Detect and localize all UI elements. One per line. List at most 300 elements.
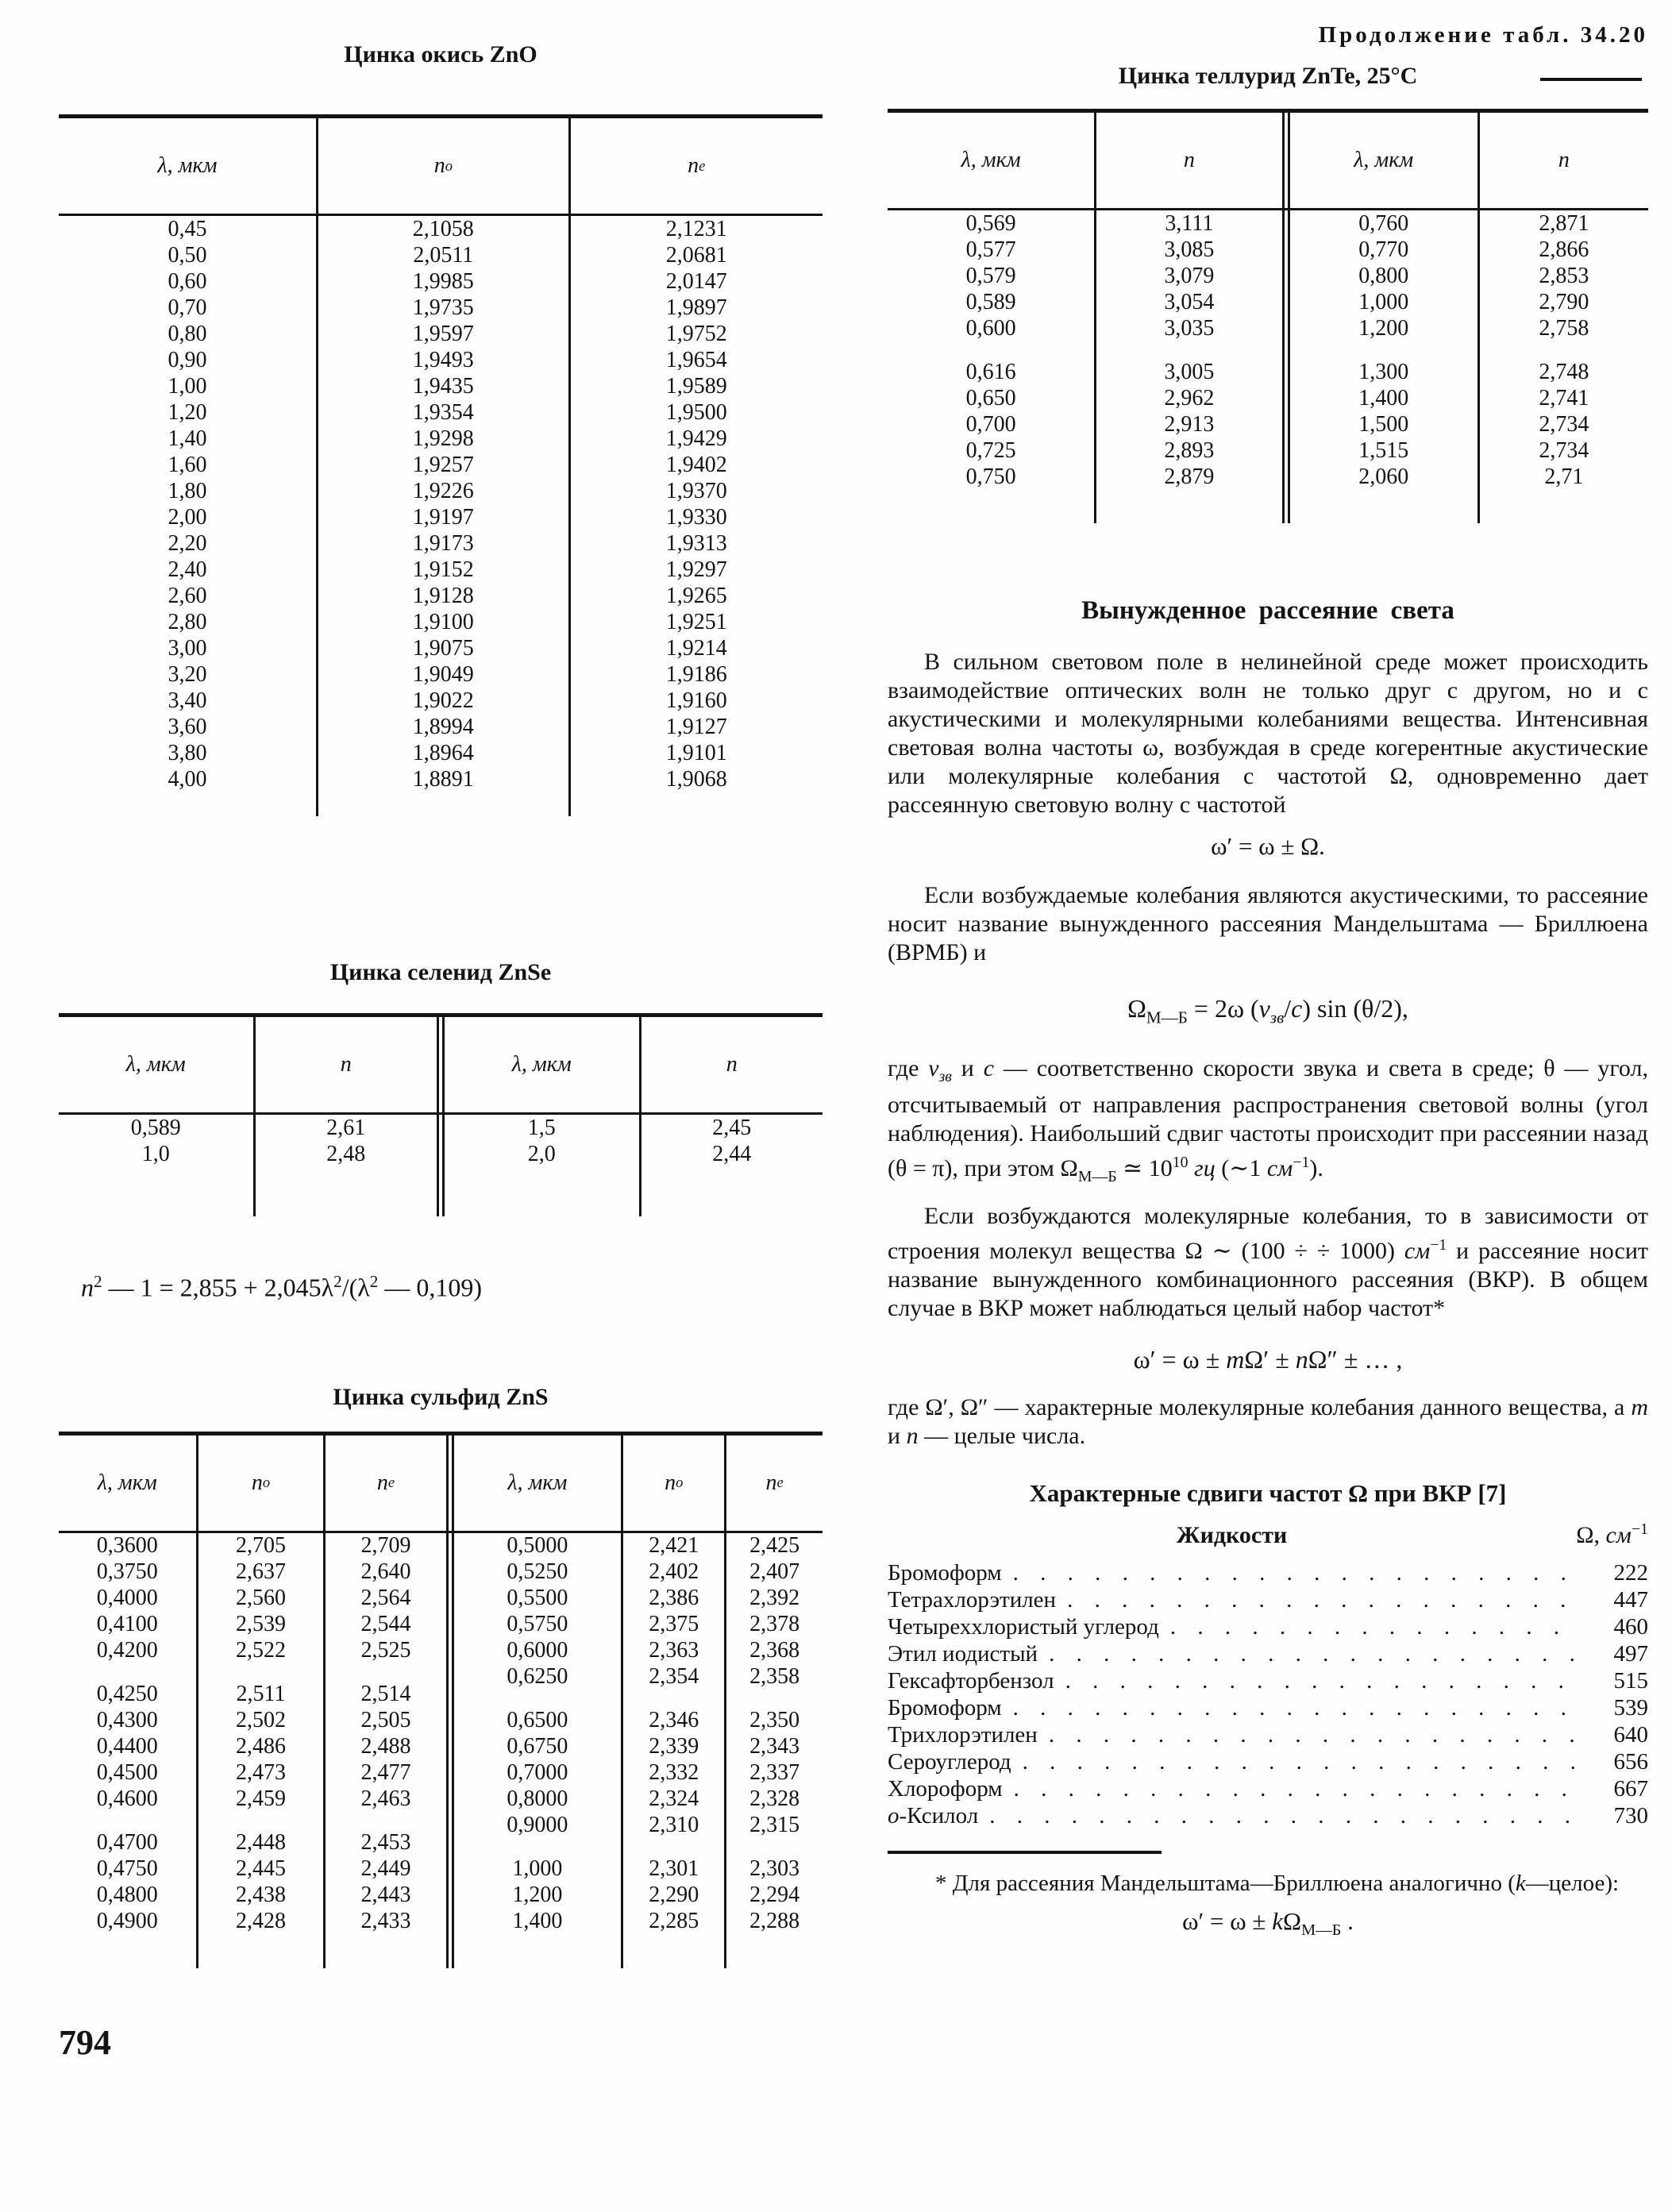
- rule-extension: [1096, 490, 1281, 523]
- table-cell: 0,577: [888, 237, 1096, 263]
- table-cell: 2,790: [1539, 289, 1589, 314]
- table-header-row: [445, 1017, 823, 1112]
- table-cell: 1,9197: [318, 504, 570, 530]
- column-header: λ, мкм: [59, 118, 318, 214]
- table-continuation-note: Продолжение табл. 34.20: [1318, 22, 1648, 48]
- table-cell: 1,80: [59, 478, 318, 504]
- double-rule: [446, 1435, 454, 1968]
- table-cell: 0,6250: [454, 1664, 624, 1690]
- table-body: [888, 113, 1648, 523]
- table-cell: 0,5500: [454, 1586, 624, 1612]
- rule-extension: [641, 1167, 823, 1216]
- table-cell: 2,339: [623, 1734, 726, 1760]
- zns-table: [59, 1432, 823, 1968]
- rule-extension: [1480, 490, 1648, 523]
- table-cell: 2,1231: [665, 216, 727, 241]
- table-cell: 1,9173: [318, 530, 570, 557]
- table-rows: [59, 216, 823, 816]
- table-cell: 2,060: [1290, 464, 1480, 490]
- column-header: n o: [623, 1435, 726, 1531]
- table-half: [59, 1435, 446, 1968]
- right-column: [888, 0, 1648, 1940]
- table-cell: 2,473: [198, 1760, 326, 1786]
- table-cell: 2,0147: [665, 268, 727, 294]
- table-cell: 0,6500: [454, 1690, 624, 1734]
- table-cell: 2,421: [623, 1533, 726, 1559]
- table-cell: 2,459: [198, 1786, 326, 1813]
- table-cell: 1,9160: [665, 688, 727, 713]
- table-half: [888, 113, 1282, 523]
- rule-extension: [59, 1167, 256, 1216]
- table-cell: 2,893: [1164, 437, 1215, 463]
- page-number: 794: [59, 2022, 111, 2062]
- table-cell: 2,486: [198, 1734, 326, 1760]
- table-cell: 2,913: [1164, 411, 1215, 437]
- rule-extension: [726, 1935, 823, 1968]
- table-cell: 1,200: [454, 1883, 624, 1909]
- table-cell: 0,7000: [454, 1760, 624, 1786]
- table-cell: 0,725: [888, 437, 1096, 464]
- table-cell: 2,20: [59, 530, 318, 557]
- table-cell: 1,9251: [665, 609, 727, 634]
- table-cell: 0,3750: [59, 1559, 198, 1586]
- table-cell: 2,758: [1539, 315, 1589, 341]
- table-cell: 0,5000: [454, 1533, 624, 1559]
- table-cell: 2,748: [1539, 359, 1589, 384]
- table-cell: 2,443: [360, 1883, 411, 1908]
- column-header: λ, мкм: [454, 1435, 624, 1531]
- table-cell: 4,00: [59, 766, 318, 792]
- table-cell: 1,400: [454, 1909, 624, 1935]
- liquid-shift-value: 497: [1613, 1641, 1648, 1667]
- liquid-row: [888, 1695, 1648, 1722]
- table-header-row: [59, 118, 823, 214]
- table-cell: 2,386: [623, 1586, 726, 1612]
- table-cell: 3,054: [1164, 289, 1215, 314]
- table-cell: 1,9214: [665, 635, 727, 661]
- table-cell: 2,0511: [318, 242, 570, 268]
- table-cell: 2,392: [749, 1586, 800, 1611]
- table-cell: 0,50: [59, 242, 318, 268]
- rule-extension: [623, 1935, 726, 1968]
- table-rows: [454, 1533, 823, 1968]
- table-cell: 1,8891: [318, 766, 570, 792]
- dot-leader: [1049, 1641, 1575, 1667]
- raman-shifts-heading: Характерные сдвиги частот Ω при ВКР [7]: [1029, 1479, 1507, 1508]
- rule-extension: [454, 1935, 624, 1968]
- liquid-row: [888, 1641, 1648, 1668]
- znte-table-title: Цинка теллурид ZnTe, 25°C: [1118, 63, 1418, 89]
- table-cell: 0,4000: [59, 1586, 198, 1612]
- table-cell: 0,4750: [59, 1856, 198, 1883]
- table-body: [59, 1017, 823, 1216]
- table-cell: 1,9022: [318, 688, 570, 714]
- table-cell: 2,1058: [318, 216, 570, 242]
- rule-extension: [59, 792, 318, 816]
- znse-table-title: Цинка селенид ZnSe: [329, 959, 552, 985]
- table-cell: 0,4400: [59, 1734, 198, 1760]
- table-cell: 2,453: [360, 1830, 411, 1856]
- footnote: [888, 1851, 1648, 1940]
- table-cell: 0,3600: [59, 1533, 198, 1559]
- table-cell: 0,4200: [59, 1638, 198, 1664]
- rule-extension: [888, 490, 1096, 523]
- table-cell: 2,71: [1544, 464, 1584, 489]
- rule-extension: [59, 1935, 198, 1968]
- column-header: n o: [198, 1435, 326, 1531]
- liquid-name: Тетрахлорэтилен: [888, 1587, 1057, 1613]
- table-header-rule: [888, 208, 1648, 210]
- table-cell: 2,45: [712, 1115, 752, 1140]
- table-cell: 2,354: [623, 1664, 726, 1690]
- table-header-row: [59, 1435, 446, 1531]
- dot-leader: [1049, 1722, 1575, 1748]
- liquid-name: Этил иодистый: [888, 1641, 1038, 1667]
- table-cell: 2,539: [198, 1612, 326, 1638]
- table-cell: 1,9068: [665, 766, 727, 792]
- table-cell: 0,569: [888, 210, 1096, 237]
- table-cell: 1,9735: [318, 295, 570, 321]
- table-cell: 2,294: [749, 1883, 800, 1908]
- footnote-formula: $\omega' = \omega \pm k\Omega_{М—Б}$ .: [1182, 1907, 1354, 1940]
- table-cell: 0,4700: [59, 1813, 198, 1856]
- table-cell: 1,9429: [665, 426, 727, 451]
- table-cell: 2,463: [360, 1786, 411, 1812]
- liquid-name: Трихлорэтилен: [888, 1722, 1038, 1748]
- section-heading: Вынужденное рассеяние света: [1081, 596, 1454, 625]
- table-cell: 3,085: [1164, 237, 1215, 262]
- footnote-text: * Для рассеяния Мандельштама—Бриллюена аналогично (k—целое):: [935, 1871, 1620, 1897]
- liquid-shift-value: 667: [1613, 1776, 1648, 1802]
- table-cell: 2,285: [623, 1909, 726, 1935]
- table-cell: 2,505: [360, 1708, 411, 1733]
- table-cell: 1,9330: [665, 504, 727, 530]
- liquid-name: Хлороформ: [888, 1776, 1003, 1802]
- column-header: λ, мкм: [888, 113, 1096, 208]
- table-cell: 3,00: [59, 635, 318, 661]
- omega-column-label: Ω, $см^{-1}$: [1576, 1520, 1648, 1549]
- table-cell: 2,315: [749, 1813, 800, 1838]
- liquid-shift-value: 460: [1613, 1614, 1648, 1640]
- footnote-separator-rule: [888, 1851, 1162, 1854]
- table-cell: 0,4500: [59, 1760, 198, 1786]
- column-header: n e: [376, 1470, 395, 1495]
- table-cell: 0,650: [888, 385, 1096, 411]
- table-cell: 1,9101: [665, 740, 727, 765]
- table-cell: 0,616: [888, 341, 1096, 385]
- paragraph-stimulated-scattering: В сильном световом поле в нелинейной среде может происходить взаимодействие оптических волн не только друг с другом, но и с акустическими и молекулярными колебаниями вещества. Интенсивная световая волна частоты ω, возбуждая в среде когерентные акустические или молекулярные колебания с частотой Ω, одновременно дает рассеянную световую волну с частотой: [888, 649, 1648, 818]
- table-cell: 0,4900: [59, 1909, 198, 1935]
- liquid-name: Гексафторбензол: [888, 1668, 1054, 1694]
- liquid-name: о-Ксилол: [888, 1803, 979, 1829]
- table-cell: 0,4600: [59, 1786, 198, 1813]
- table-cell: 1,300: [1290, 341, 1480, 385]
- table-cell: 1,500: [1290, 411, 1480, 437]
- column-header: n: [1183, 148, 1195, 172]
- table-cell: 0,579: [888, 263, 1096, 289]
- table-cell: 2,564: [360, 1586, 411, 1611]
- table-cell: 3,60: [59, 714, 318, 740]
- dot-leader: [989, 1803, 1575, 1829]
- liquid-name: Бромоформ: [888, 1695, 1002, 1721]
- table-cell: 1,200: [1290, 315, 1480, 341]
- table-half: [1290, 113, 1648, 523]
- formula-brillouin-shift: $\Omega_{М—Б} = 2\omega$ $(v_{зв}/c)$ sin (θ/2),: [1127, 994, 1408, 1027]
- liquid-shift-value: 640: [1613, 1722, 1648, 1748]
- liquids-column-label: Жидкости: [1176, 1522, 1288, 1549]
- left-column: [59, 0, 823, 2063]
- rule-extension: [198, 1935, 326, 1968]
- liquid-shift-value: 539: [1613, 1695, 1648, 1721]
- table-header-rule: [59, 214, 823, 216]
- table-cell: 0,6000: [454, 1638, 624, 1664]
- table-cell: 2,425: [749, 1533, 800, 1559]
- table-cell: 1,9186: [665, 661, 727, 687]
- rule-extension: [256, 1167, 437, 1216]
- column-header: λ, мкм: [59, 1017, 256, 1112]
- zno-table: [59, 114, 823, 816]
- table-cell: 2,40: [59, 557, 318, 583]
- table-cell: 0,80: [59, 321, 318, 347]
- table-cell: 1,9597: [318, 321, 570, 347]
- column-header: n e: [688, 153, 706, 178]
- liquid-name: Сероуглерод: [888, 1749, 1011, 1775]
- table-cell: 2,488: [360, 1734, 411, 1759]
- liquid-shift-value: 447: [1613, 1587, 1648, 1613]
- table-cell: 2,522: [198, 1638, 326, 1664]
- znse-table: [59, 1013, 823, 1216]
- table-cell: 1,9257: [318, 452, 570, 478]
- table-cell: 2,705: [198, 1533, 326, 1559]
- table-cell: 2,734: [1539, 411, 1589, 437]
- table-cell: 2,866: [1539, 237, 1589, 262]
- table-cell: 2,449: [360, 1856, 411, 1882]
- table-cell: 1,20: [59, 399, 318, 426]
- table-cell: 2,734: [1539, 437, 1589, 463]
- table-cell: 2,477: [360, 1760, 411, 1786]
- table-cell: 3,079: [1164, 263, 1215, 288]
- zno-table-title: Цинка окись ZnO: [344, 41, 537, 67]
- table-cell: 1,0: [59, 1141, 256, 1167]
- liquid-shift-value: 222: [1613, 1560, 1648, 1586]
- table-half: [454, 1435, 823, 1968]
- column-header: λ, мкм: [59, 1435, 198, 1531]
- scan-mark-dash: [1540, 78, 1642, 81]
- liquid-name: Бромоформ: [888, 1560, 1002, 1586]
- table-cell: 2,301: [623, 1839, 726, 1883]
- table-cell: 1,9370: [665, 478, 727, 503]
- rule-extension: [571, 792, 823, 816]
- table-half: [59, 118, 823, 816]
- table-cell: 2,332: [623, 1760, 726, 1786]
- dot-leader: [1170, 1614, 1575, 1640]
- liquid-row: [888, 1587, 1648, 1614]
- column-header: n: [340, 1052, 352, 1077]
- column-header: λ, мкм: [1290, 113, 1480, 208]
- table-cell: 2,448: [198, 1813, 326, 1856]
- paragraph-brillouin: Если возбуждаемые колебания являются акустическими, то рассеяние носит название вынужденного рассеяния Мандельштама — Бриллюена (ВРМБ) и: [888, 882, 1648, 965]
- liquids-list: [888, 1560, 1648, 1830]
- table-rows: [59, 1533, 446, 1968]
- table-cell: 0,589: [59, 1115, 256, 1141]
- table-rows: [888, 210, 1282, 523]
- table-cell: 2,290: [623, 1883, 726, 1909]
- table-cell: 0,4250: [59, 1664, 198, 1708]
- table-rows: [1290, 210, 1648, 523]
- table-cell: 2,407: [749, 1559, 800, 1585]
- table-header-rule: [59, 1531, 823, 1533]
- table-cell: 2,544: [360, 1612, 411, 1637]
- formula-raman-frequencies: ω′ = ω ± mΩ′ ± nΩ″ ± … ,: [1133, 1345, 1403, 1374]
- table-cell: 1,9985: [318, 268, 570, 295]
- liquid-row: [888, 1776, 1648, 1803]
- table-cell: 2,303: [749, 1856, 800, 1882]
- liquid-row: [888, 1614, 1648, 1641]
- table-cell: 2,378: [749, 1612, 800, 1637]
- table-cell: 3,80: [59, 740, 318, 766]
- table-cell: 1,9298: [318, 426, 570, 452]
- table-cell: 2,514: [360, 1682, 411, 1707]
- znse-dispersion-formula: $n^2$ — $1 = 2,855 + 2,045\lambda^2/(\lambda^2$ — 0,109): [81, 1272, 483, 1302]
- table-cell: 1,9297: [665, 557, 727, 582]
- table-cell: 3,035: [1164, 315, 1215, 341]
- table-cell: 0,760: [1290, 210, 1480, 237]
- table-cell: 2,741: [1539, 385, 1589, 410]
- liquids-list-header: [888, 1520, 1648, 1549]
- table-cell: 0,4300: [59, 1708, 198, 1734]
- table-cell: 2,853: [1539, 263, 1589, 288]
- column-header: n: [726, 1052, 738, 1077]
- table-cell: 1,9435: [318, 373, 570, 399]
- column-header: λ, мкм: [445, 1017, 641, 1112]
- liquid-row: [888, 1560, 1648, 1587]
- liquid-row: [888, 1749, 1648, 1776]
- table-cell: 2,502: [198, 1708, 326, 1734]
- dot-leader: [1023, 1749, 1575, 1775]
- table-rows: [59, 1115, 437, 1216]
- paragraph-raman: Если возбуждаются молекулярные колебания, то в зависимости от строения молекул вещества Ω ∼ (100 ÷ ÷ 1000) $см^{-1}$ и рассеяние носит название вынужденного комбинационного рассеяния (ВКР). В общем случае в ВКР может наблюдаться целый набор частот*: [888, 1203, 1648, 1322]
- table-cell: 1,9127: [665, 714, 727, 739]
- table-cell: 0,5250: [454, 1559, 624, 1586]
- table-cell: 2,80: [59, 609, 318, 635]
- table-cell: 2,879: [1164, 464, 1215, 489]
- rule-extension: [318, 792, 570, 816]
- table-cell: 2,48: [326, 1141, 366, 1166]
- column-header: n: [1558, 148, 1570, 172]
- table-cell: 0,60: [59, 268, 318, 295]
- liquid-name: Четыреххлористый углерод: [888, 1614, 1159, 1640]
- table-cell: 2,358: [749, 1664, 800, 1690]
- table-cell: 1,9897: [665, 295, 727, 320]
- table-header-row: [1290, 113, 1648, 208]
- table-cell: 1,9049: [318, 661, 570, 688]
- table-cell: 1,9354: [318, 399, 570, 426]
- table-cell: 2,350: [749, 1708, 800, 1733]
- table-cell: 1,9589: [665, 373, 727, 399]
- table-cell: 1,8964: [318, 740, 570, 766]
- table-cell: 1,9128: [318, 583, 570, 609]
- table-cell: 1,515: [1290, 437, 1480, 464]
- table-cell: 0,90: [59, 347, 318, 373]
- table-cell: 1,400: [1290, 385, 1480, 411]
- table-cell: 0,4100: [59, 1612, 198, 1638]
- table-cell: 0,45: [59, 216, 318, 242]
- table-header-row: [454, 1435, 823, 1531]
- double-rule: [437, 1017, 445, 1216]
- dot-leader: [1014, 1776, 1575, 1802]
- table-cell: 1,000: [454, 1839, 624, 1883]
- table-cell: 1,9654: [665, 347, 727, 372]
- table-cell: 1,8994: [318, 714, 570, 740]
- table-cell: 1,9402: [665, 452, 727, 477]
- formula-scattered-frequency: ω′ = ω ± Ω.: [1211, 832, 1325, 860]
- table-cell: 0,8000: [454, 1786, 624, 1813]
- table-cell: 0,70: [59, 295, 318, 321]
- table-cell: 2,402: [623, 1559, 726, 1586]
- table-cell: 2,44: [712, 1141, 752, 1166]
- table-cell: 3,20: [59, 661, 318, 688]
- table-cell: 2,00: [59, 504, 318, 530]
- table-cell: 1,9100: [318, 609, 570, 635]
- paragraph-raman-details: где Ω′, Ω″ — характерные молекулярные колебания данного вещества, а m и n — целые числа.: [888, 1394, 1648, 1450]
- zns-table-title: Цинка сульфид ZnS: [333, 1383, 549, 1410]
- table-cell: 0,4800: [59, 1883, 198, 1909]
- column-header: n e: [765, 1470, 784, 1495]
- table-header-row: [888, 113, 1282, 208]
- table-cell: 1,9493: [318, 347, 570, 373]
- table-cell: 3,40: [59, 688, 318, 714]
- rule-extension: [1290, 490, 1480, 523]
- liquid-row: [888, 1668, 1648, 1695]
- table-cell: 2,60: [59, 583, 318, 609]
- table-body: [59, 118, 823, 816]
- table-cell: 3,111: [1165, 210, 1214, 236]
- table-cell: 2,343: [749, 1734, 800, 1759]
- table-cell: 2,560: [198, 1586, 326, 1612]
- table-half: [445, 1017, 823, 1216]
- paragraph-brillouin-details: где $v_{зв}$ и c — соответственно скорости звука и света в среде; θ — угол, отсчитываемый от направления распространения световой волны (угол наблюдения). Наибольший сдвиг частоты происходит при рассеянии назад (θ = π), при этом $\Omega_{М—Б}$ ≃ $10^{10}$ гц (∼1 $см^{-1}$).: [888, 1055, 1649, 1186]
- table-cell: 2,310: [623, 1813, 726, 1839]
- table-cell: 1,5: [445, 1115, 641, 1141]
- table-cell: 2,375: [623, 1612, 726, 1638]
- table-cell: 1,9226: [318, 478, 570, 504]
- table-cell: 2,871: [1539, 210, 1589, 236]
- table-cell: 0,589: [888, 289, 1096, 315]
- table-cell: 3,005: [1164, 359, 1215, 384]
- table-cell: 2,428: [198, 1909, 326, 1935]
- table-cell: 2,324: [623, 1786, 726, 1813]
- table-cell: 2,337: [749, 1760, 800, 1786]
- table-cell: 1,9313: [665, 530, 727, 556]
- table-cell: 1,9752: [665, 321, 727, 346]
- table-cell: 2,445: [198, 1856, 326, 1883]
- table-header-rule: [59, 1112, 823, 1115]
- liquid-row: [888, 1803, 1648, 1830]
- liquid-shift-value: 656: [1613, 1749, 1648, 1775]
- table-header-row: [59, 1017, 437, 1112]
- table-cell: 2,363: [623, 1638, 726, 1664]
- liquid-shift-value: 515: [1613, 1668, 1648, 1694]
- table-cell: 2,0: [445, 1141, 641, 1167]
- column-header: n o: [318, 118, 570, 214]
- table-cell: 0,770: [1290, 237, 1480, 263]
- table-cell: 2,61: [326, 1115, 366, 1140]
- dot-leader: [1067, 1587, 1575, 1613]
- rule-extension: [326, 1935, 445, 1968]
- double-rule: [1282, 113, 1290, 523]
- table-body: [59, 1435, 823, 1968]
- table-cell: 0,5750: [454, 1612, 624, 1638]
